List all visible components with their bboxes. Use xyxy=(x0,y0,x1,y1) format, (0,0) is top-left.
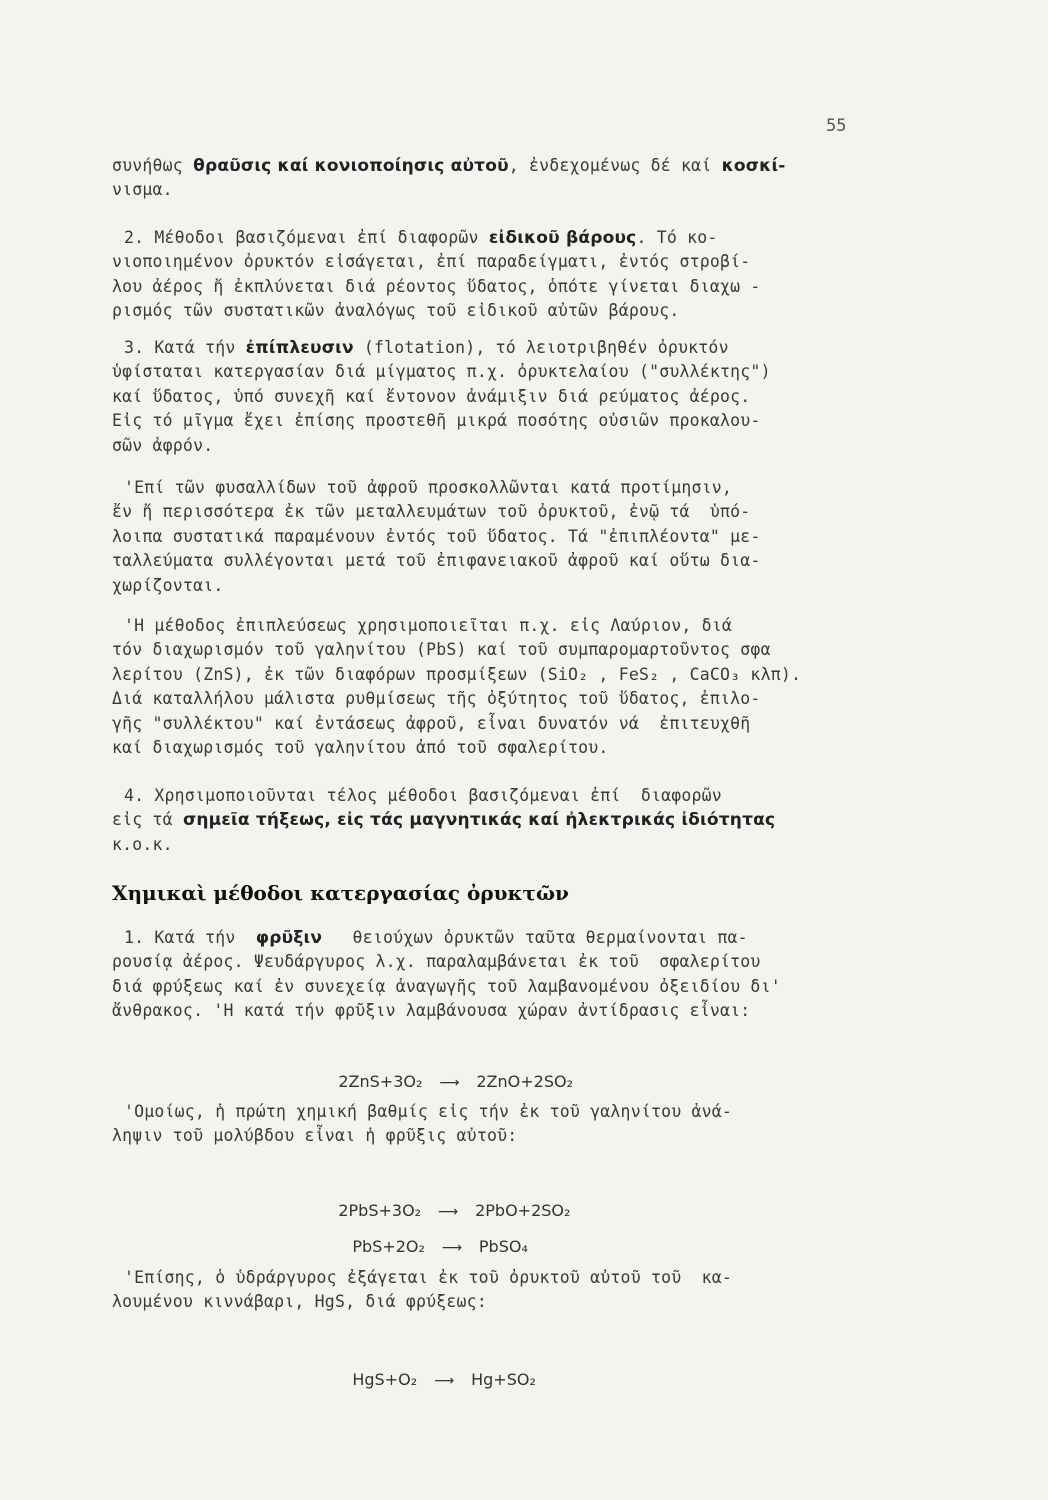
arrow-icon: ⟶ xyxy=(441,1240,462,1256)
handwritten-emphasis: εἰδικοῦ βάρους xyxy=(488,228,637,248)
arrow-icon: ⟶ xyxy=(438,1204,459,1220)
arrow-icon: ⟶ xyxy=(439,1075,460,1091)
paragraph-specific-gravity: 2. Μέθοδοι βασιζόμεναι ἐπί διαφορῶν εἰδικοῦ βάρους. Τό κο- νιοποιημένον ὀρυκτόν εἰσάγεται, ἐπί παραδείγματι, ἐντός στροβί- λου ἀέρος ἤ ἐκπλύνεται διά ρέοντος ὕδατος, ὁπότε γίνεται διαχω - ρισμός τῶν συστατικῶν ἀναλόγως τοῦ εἰδικοῦ αὐτῶν βάρους. xyxy=(112,228,761,321)
equation-pbs-1: 2PbS+3O₂ ⟶ 2PbO+2SO₂ xyxy=(338,1201,571,1220)
handwritten-emphasis: ἐπίπλευσιν xyxy=(245,338,354,358)
arrow-icon: ⟶ xyxy=(434,1373,455,1389)
handwritten-emphasis: σημεῖα τήξεως, εἰς τάς μαγνητικάς καί ἠλεκτρικάς ἰδιότητας xyxy=(182,810,776,831)
equation-zns: 2ZnS+3O₂ ⟶ 2ZnO+2SO₂ xyxy=(338,1072,573,1091)
equation-pbs-2: PbS+2O₂ ⟶ PbSO₄ xyxy=(352,1237,528,1256)
paragraph-roasting: 1. Κατά τήν φρῦξιν θειούχων ὀρυκτῶν ταῦτα θερμαίνονται πα- ρουσίᾳ ἀέρος. Ψευδάργυρος λ.χ. παραλαμβάνεται ἐκ τοῦ σφαλερίτου διά φρύξεως καί ἐν συνεχείᾳ ἀναγωγῆς τοῦ λαμβανομένου ὀξειδίου δι' ἄνθρακος. 'Η κατά τήν φρῦξιν λαμβάνουσα χώραν ἀντίδρασις εἶναι: xyxy=(112,928,781,1021)
handwritten-emphasis: θραῦσις καί κονιοποίησις αὐτοῦ xyxy=(193,156,509,176)
handwritten-emphasis: κοσκί- xyxy=(721,156,786,176)
equation-hgs: HgS+O₂ ⟶ Hg+SO₂ xyxy=(352,1370,536,1389)
paragraph-bubbles: 'Επί τῶν φυσαλλίδων τοῦ ἀφροῦ προσκολλῶνται κατά προτίμησιν, ἔν ἤ περισσότερα ἐκ τῶν μεταλλευμάτων τοῦ ὀρυκτοῦ, ἐνῷ τά ὑπό- λοιπα συστατικά παραμένουν ἐντός τοῦ ὕδατος. Τά "ἐπιπλέοντα" με- ταλλεύματα συλλέγονται μετά τοῦ ἐπιφανειακοῦ ἀφροῦ καί οὕτω δια- χωρίζονται. xyxy=(112,478,761,595)
paragraph-crushing: συνήθως θραῦσις καί κονιοποίησις αὐτοῦ, ἐνδεχομένως δέ καί κοσκί- νισμα. xyxy=(112,156,786,200)
handwritten-emphasis: φρῦξιν xyxy=(255,928,323,948)
paragraph-other-methods: 4. Χρησιμοποιοῦνται τέλος μέθοδοι βασιζόμεναι ἐπί διαφορῶν εἰς τά σημεῖα τήξεως, εἰς τάς μαγνητικάς καί ἠλεκτρικάς ἰδιότητας κ.ο.κ. xyxy=(112,786,776,854)
page-number: 55 xyxy=(826,116,847,136)
paragraph-flotation: 3. Κατά τήν ἐπίπλευσιν (flotation), τό λειοτριβηθέν ὀρυκτόν ὑφίσταται κατεργασίαν διά μίγματος π.χ. ὀρυκτελαίου ("συλλέκτης") καί ὕδατος, ὑπό συνεχῆ καί ἔντονον ἀνάμιξιν διά ρεύματος ἀέρος. Εἰς τό μῖγμα ἔχει ἐπίσης προστεθῆ μικρά ποσότης οὐσιῶν προκαλου- σῶν ἀφρόν. xyxy=(112,338,771,455)
paragraph-mercury: 'Επίσης, ὁ ὑδράργυρος ἐξάγεται ἐκ τοῦ ὀρυκτοῦ αὐτοῦ τοῦ κα- λουμένου κιννάβαρι, HgS, διά φρύξεως: xyxy=(112,1268,733,1312)
section-heading: Χημικαὶ μέθοδοι κατεργασίας ὀρυκτῶν xyxy=(112,881,569,905)
paragraph-galena: 'Ομοίως, ἡ πρώτη χημική βαθμίς εἰς τήν ἐκ τοῦ γαληνίτου ἀνά- ληψιν τοῦ μολύβδου εἶναι ἡ φρῦξις αὐτοῦ: xyxy=(112,1102,733,1146)
paragraph-lavrion: 'Η μέθοδος ἐπιπλεύσεως χρησιμοποιεῖται π.χ. εἰς Λαύριον, διά τόν διαχωρισμόν τοῦ γαληνίτου (PbS) καί τοῦ συμπαρομαρτοῦντος σφα λερίτου (ZnS), ἐκ τῶν διαφόρων προσμίξεων (SiO₂ , FeS₂ , CaCO₃ κλπ). Διά καταλλήλου μάλιστα ρυθμίσεως τῆς ὀξύτητος τοῦ ὕδατος, ἐπιλο- γῆς "συλλέκτου" καί ἐντάσεως ἀφροῦ, εἶναι δυνατόν νά ἐπιτευχθῆ καί διαχωρισμός τοῦ γαληνίτου ἀπό τοῦ σφαλερίτου. xyxy=(112,616,802,758)
